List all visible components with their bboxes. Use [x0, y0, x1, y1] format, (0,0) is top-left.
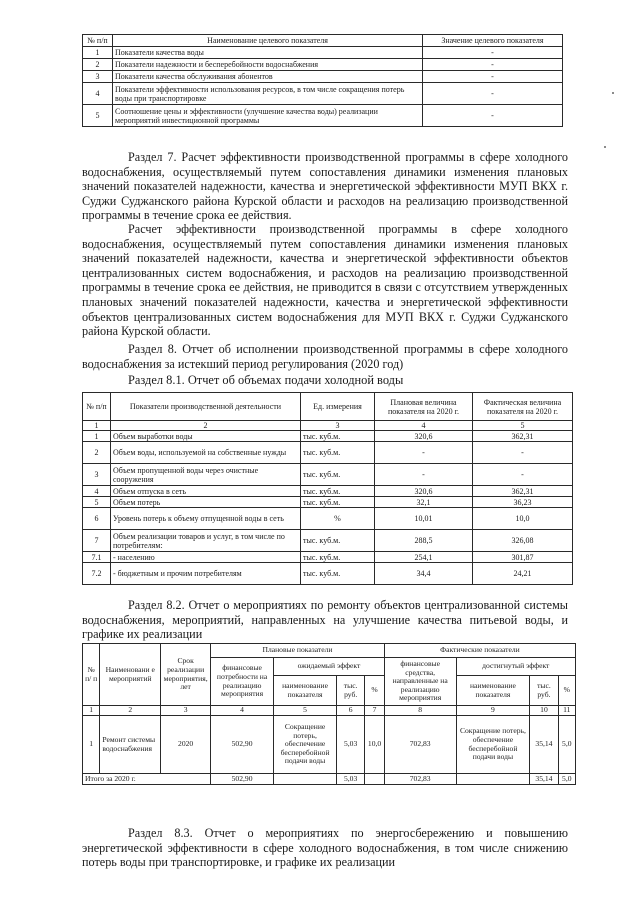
total-fact-pct: 5,0 — [558, 774, 575, 785]
table-header-row — [83, 644, 576, 658]
column-number-row — [83, 706, 576, 716]
unit: тыс. куб.м. — [301, 442, 375, 464]
table-row — [83, 105, 563, 127]
empty-cell — [274, 774, 337, 785]
column-header: % — [365, 676, 385, 706]
water-volumes-table — [82, 392, 573, 585]
row-number: 7.2 — [83, 563, 111, 585]
indicator-name: Показатели надежности и бесперебойности водоснабжения — [113, 59, 423, 71]
column-number: 3 — [301, 421, 375, 431]
section-8-1-title: Раздел 8.1. Отчет об объемах подачи холодной воды — [128, 373, 404, 387]
target-indicators-table — [82, 34, 563, 127]
fact-effect-pct: 5,0 — [558, 716, 575, 774]
indicator-name: Объем выработки воды — [111, 431, 301, 442]
fact-value: 10,0 — [473, 508, 573, 530]
section-7-explanation: Расчет эффективности производственной программы в сфере холодного водоснабжения, осуществляемый путем сопоставления динамики изменения плановых значений показателей надежности, качества и энергетической эффективности объектов централизованных систем водоснабжения, и расходов на реализацию производственной программы в течение срока ее действия, не приводится в связи с отсутствием утвержденных плановых значений показателей надежности, качества и энергетической эффективности объектов централизованных систем водоснабжения для МУП ВКХ г. Суджи Суджанского района Курской области. — [82, 222, 568, 339]
row-number: 3 — [83, 464, 111, 486]
plan-value: - — [375, 464, 473, 486]
column-header: финансовые средства, направленные на реализацию мероприятия — [384, 658, 456, 706]
table-row — [83, 464, 573, 486]
indicator-name: - бюджетным и прочим потребителям — [111, 563, 301, 585]
table-header-row — [83, 393, 573, 421]
column-number: 4 — [211, 706, 274, 716]
indicator-name: Объем пропущенной воды через очистные сооружения — [111, 464, 301, 486]
table-row — [83, 508, 573, 530]
row-number: 7 — [83, 530, 111, 552]
table-row — [83, 71, 563, 83]
section-8-3-title: Раздел 8.3. Отчет о мероприятиях по энергосбережению и повышению энергетической эффективности в сфере холодного водоснабжения, в том числе снижению потерь воды при транспортировке, и графике их реализации — [82, 826, 568, 870]
table-row — [83, 716, 576, 774]
column-number: 10 — [530, 706, 558, 716]
table-row — [83, 442, 573, 464]
column-header: Плановая величина показателя на 2020 г. — [375, 393, 473, 421]
indicator-value: - — [423, 105, 563, 127]
plan-effect-pct: 10,0 — [365, 716, 385, 774]
table-row — [83, 552, 573, 563]
column-header: % — [558, 676, 575, 706]
row-number: 2 — [83, 59, 113, 71]
row-number: 4 — [83, 486, 111, 497]
table-row — [83, 486, 573, 497]
plan-value: 320,6 — [375, 431, 473, 442]
row-number: 1 — [83, 716, 100, 774]
indicator-name: Объем отпуска в сеть — [111, 486, 301, 497]
unit: тыс. куб.м. — [301, 530, 375, 552]
indicator-name: Уровень потерь к объему отпущенной воды в сеть — [111, 508, 301, 530]
column-header: Ед. измерения — [301, 393, 375, 421]
fact-group-header: Фактические показатели — [384, 644, 575, 658]
unit: тыс. куб.м. — [301, 563, 375, 585]
measure-name: Ремонт системы водоснабжения — [100, 716, 161, 774]
table-row — [83, 563, 573, 585]
fact-value: 326,08 — [473, 530, 573, 552]
column-number: 1 — [83, 706, 100, 716]
column-header: Показатели производственной деятельности — [111, 393, 301, 421]
column-number: 8 — [384, 706, 456, 716]
column-header: Наименование целевого показателя — [113, 35, 423, 47]
plan-value: 254,1 — [375, 552, 473, 563]
indicator-value: - — [423, 71, 563, 83]
indicator-value: - — [423, 83, 563, 105]
fact-value: - — [473, 464, 573, 486]
plan-value: - — [375, 442, 473, 464]
plan-group-header: Плановые показатели — [211, 644, 385, 658]
indicator-value: - — [423, 47, 563, 59]
plan-effect-rub: 5,03 — [337, 716, 365, 774]
column-header: № п/п — [83, 35, 113, 47]
total-fact-financing: 702,83 — [384, 774, 456, 785]
row-number: 5 — [83, 497, 111, 508]
column-header: Фактическая величина показателя на 2020 г. — [473, 393, 573, 421]
plan-value: 32,1 — [375, 497, 473, 508]
fact-value: 362,31 — [473, 431, 573, 442]
column-number: 2 — [111, 421, 301, 431]
total-plan-financing: 502,90 — [211, 774, 274, 785]
empty-cell — [365, 774, 385, 785]
column-header: финансовые потребности на реализацию мероприятия — [211, 658, 274, 706]
column-number: 7 — [365, 706, 385, 716]
indicator-name: Объем реализации товаров и услуг, в том числе по потребителям: — [111, 530, 301, 552]
column-header: Срок реализации мероприятия, лет — [161, 644, 211, 706]
column-header: наименование показателя — [456, 676, 530, 706]
plan-value: 320,6 — [375, 486, 473, 497]
scan-speck — [612, 92, 614, 94]
column-number: 11 — [558, 706, 575, 716]
unit: тыс. куб.м. — [301, 497, 375, 508]
indicator-name: Соотношение цены и эффективности (улучшение качества воды) реализации мероприятий инвестиционной программы — [113, 105, 423, 127]
column-header: Значение целевого показателя — [423, 35, 563, 47]
fact-value: 362,31 — [473, 486, 573, 497]
section-8-2-title: Раздел 8.2. Отчет о мероприятиях по ремонту объектов централизованной системы водоснабжения, мероприятий, направленных на улучшение качества питьевой воды, и графике их реализации — [82, 598, 568, 642]
table-row — [83, 47, 563, 59]
scan-speck — [604, 146, 606, 148]
total-plan-rub: 5,03 — [337, 774, 365, 785]
row-number: 1 — [83, 431, 111, 442]
plan-value: 34,4 — [375, 563, 473, 585]
total-fact-rub: 35,14 — [530, 774, 558, 785]
column-number: 1 — [83, 421, 111, 431]
fact-value: 24,21 — [473, 563, 573, 585]
column-header: тыс. руб. — [337, 676, 365, 706]
total-label: Итого за 2020 г. — [83, 774, 211, 785]
row-number: 6 — [83, 508, 111, 530]
column-header: достигнутый эффект — [456, 658, 576, 676]
empty-cell — [456, 774, 530, 785]
indicator-name: Показатели качества обслуживания абонентов — [113, 71, 423, 83]
fact-value: 36,23 — [473, 497, 573, 508]
column-header: наименование показателя — [274, 676, 337, 706]
indicator-name: Показатели качества воды — [113, 47, 423, 59]
column-number: 2 — [100, 706, 161, 716]
plan-financing: 502,90 — [211, 716, 274, 774]
table-row — [83, 530, 573, 552]
column-header: тыс. руб. — [530, 676, 558, 706]
table-row — [83, 83, 563, 105]
table-row — [83, 59, 563, 71]
row-number: 1 — [83, 47, 113, 59]
table-row — [83, 431, 573, 442]
plan-value: 288,5 — [375, 530, 473, 552]
row-number: 3 — [83, 71, 113, 83]
repair-measures-table — [82, 643, 576, 785]
column-header: Наименовани е мероприятий — [100, 644, 161, 706]
indicator-value: - — [423, 59, 563, 71]
measure-term: 2020 — [161, 716, 211, 774]
column-header: ожидаемый эффект — [274, 658, 385, 676]
fact-value: 301,87 — [473, 552, 573, 563]
fact-effect-name: Сокращение потерь, обеспечение бесперебойной подачи воды — [456, 716, 530, 774]
fact-financing: 702,83 — [384, 716, 456, 774]
unit: тыс. куб.м. — [301, 431, 375, 442]
row-number: 2 — [83, 442, 111, 464]
plan-value: 10,01 — [375, 508, 473, 530]
column-header: № п/п — [83, 393, 111, 421]
unit: тыс. куб.м. — [301, 552, 375, 563]
table-row — [83, 497, 573, 508]
column-number: 3 — [161, 706, 211, 716]
plan-effect-name: Сокращение потерь, обеспечение бесперебойной подачи воды — [274, 716, 337, 774]
indicator-name: - населению — [111, 552, 301, 563]
column-number-row — [83, 421, 573, 431]
row-number: 4 — [83, 83, 113, 105]
row-number: 7.1 — [83, 552, 111, 563]
column-number: 9 — [456, 706, 530, 716]
column-number: 6 — [337, 706, 365, 716]
section-7-paragraph: Раздел 7. Расчет эффективности производственной программы в сфере холодного водоснабжения, осуществляемый путем сопоставления динамики изменения плановых значений показателей надежности, качества и энергетической эффективности МУП ВКХ г. Суджи Суджанского района Курской области и расходов на реализацию производственной программы в течение срока ее действия. — [82, 150, 568, 223]
unit: тыс. куб.м. — [301, 486, 375, 497]
indicator-name: Показатели эффективности использования ресурсов, в том числе сокращения потерь воды при транспортировке — [113, 83, 423, 105]
unit: тыс. куб.м. — [301, 464, 375, 486]
column-number: 5 — [274, 706, 337, 716]
column-number: 4 — [375, 421, 473, 431]
total-row — [83, 774, 576, 785]
table-header-row — [83, 35, 563, 47]
column-header: № п/ п — [83, 644, 100, 706]
unit: % — [301, 508, 375, 530]
fact-value: - — [473, 442, 573, 464]
indicator-name: Объем потерь — [111, 497, 301, 508]
row-number: 5 — [83, 105, 113, 127]
column-number: 5 — [473, 421, 573, 431]
indicator-name: Объем воды, используемой на собственные нужды — [111, 442, 301, 464]
fact-effect-rub: 35,14 — [530, 716, 558, 774]
section-8-title: Раздел 8. Отчет об исполнении производственной программы в сфере холодного водоснабжения за истекший период регулирования (2020 год) — [82, 342, 568, 371]
